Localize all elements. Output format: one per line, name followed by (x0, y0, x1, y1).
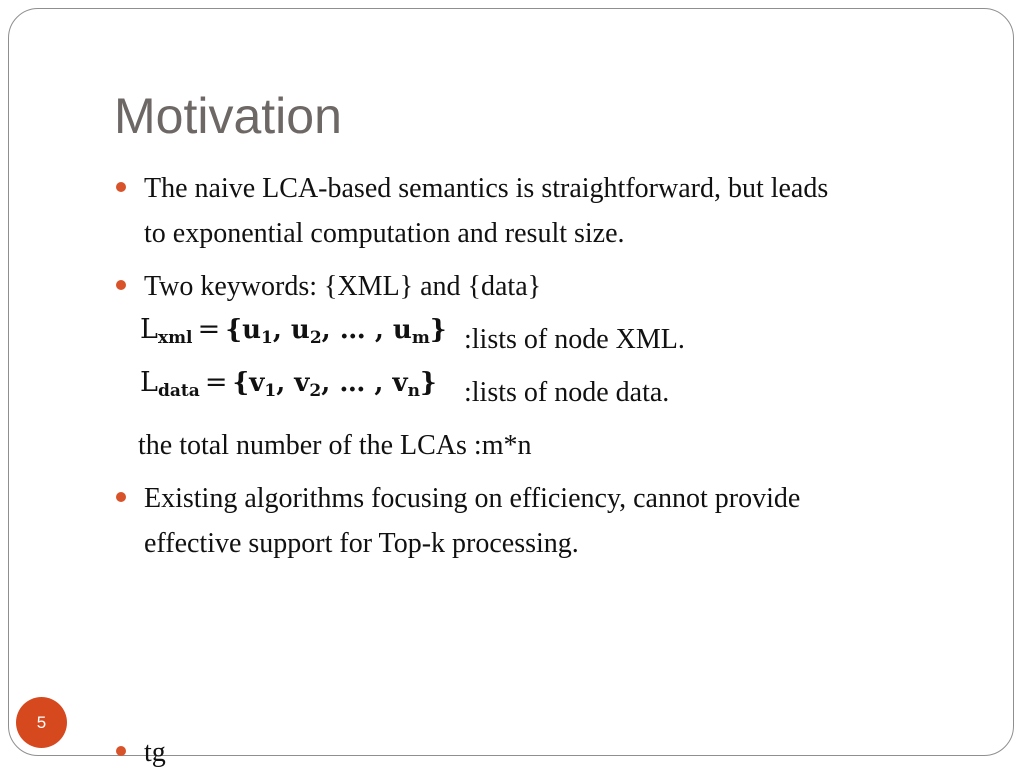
formula-data-eq: = (204, 367, 228, 398)
bullet-1-line-1: The naive LCA-based semantics is straightforward, but leads (144, 173, 829, 204)
formula-data-description: :lists of node data. (464, 377, 670, 408)
formula-data-sub-1: 1 (264, 381, 277, 401)
bullet-4-line-1: tg (144, 737, 166, 768)
formula-xml-sub-3: m (411, 328, 430, 348)
formula-data-set-open: {v (232, 368, 265, 398)
bullet-3-line-2: effective support for Top-k processing. (144, 528, 579, 559)
formula-xml-set-open: {u (225, 315, 261, 345)
formula-data-mid-2: , … , v (321, 368, 408, 398)
slide-title: Motivation (114, 88, 342, 144)
page-number-badge: 5 (16, 697, 67, 748)
formula-xml-sub-1: 1 (260, 328, 273, 348)
formula-data-sub-2: 2 (309, 381, 322, 401)
formula-xml-lhs-sub: xml (157, 328, 193, 348)
bullet-1-line-2: to exponential computation and result size. (144, 218, 625, 249)
bullet-2-line-1: Two keywords: {XML} and {data} (144, 271, 542, 302)
formula-xml-set-close: } (429, 315, 447, 345)
formula-data-sub-3: n (407, 381, 421, 401)
formula-xml-description: :lists of node XML. (464, 324, 685, 355)
formula-data-lhs: L (140, 367, 158, 398)
bullet-dot-icon (116, 746, 126, 756)
formula-xml (140, 314, 447, 348)
bullet-3-line-1: Existing algorithms focusing on efficiency, cannot provide (144, 483, 801, 514)
formula-xml-eq: = (197, 314, 221, 345)
formula-xml-mid-2: , … , u (321, 315, 412, 345)
formula-xml-mid-1: , u (272, 315, 310, 345)
lca-total-text: the total number of the LCAs :m*n (138, 430, 532, 461)
formula-xml-sub-2: 2 (309, 328, 322, 348)
bullet-dot-icon (116, 492, 126, 502)
formula-data-lhs-sub: data (157, 381, 200, 401)
formula-data (140, 367, 437, 401)
formula-data-set-close: } (420, 368, 437, 398)
formula-xml-lhs: L (140, 314, 158, 345)
bullet-dot-icon (116, 182, 126, 192)
formula-data-mid-1: , v (276, 368, 310, 398)
bullet-dot-icon (116, 280, 126, 290)
